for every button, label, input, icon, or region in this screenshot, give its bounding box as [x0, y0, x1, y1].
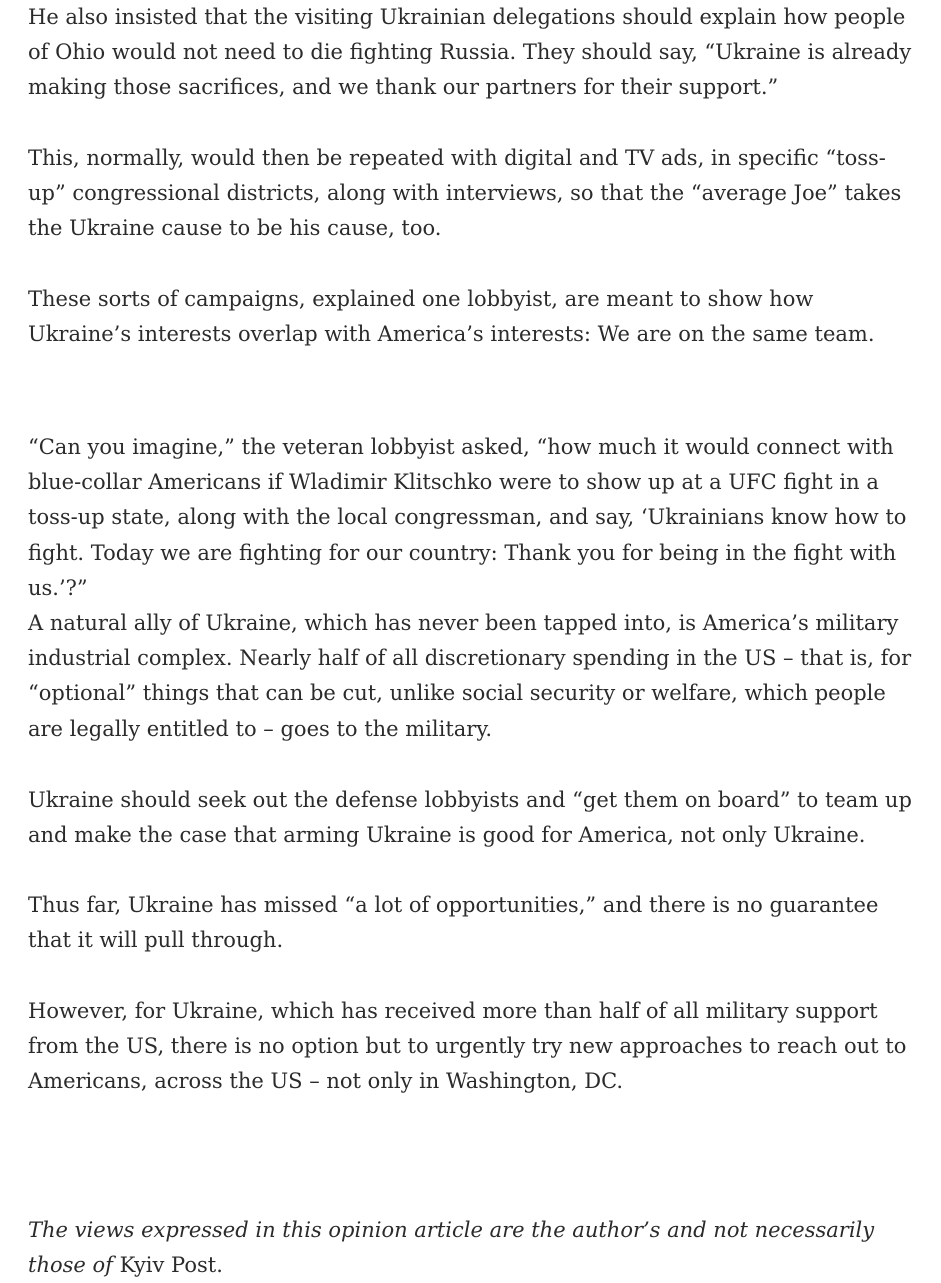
- article-paragraph: These sorts of campaigns, explained one lobbyist, are meant to show how Ukraine’s interests overlap with America’s interests: We are on the same team.: [28, 287, 875, 347]
- article-paragraph: Ukraine should seek out the defense lobbyists and “get them on board” to team up and make the case that arming Ukraine is good for America, not only Ukraine.: [28, 788, 912, 848]
- article-paragraph: However, for Ukraine, which has received more than half of all military support from the US, there is no option but to urgently try new approaches to reach out to Americans, across the US – not only in Washington, DC.: [28, 999, 907, 1094]
- article-paragraph: He also insisted that the visiting Ukrainian delegations should explain how people of Ohio would not need to die fighting Russia. They should say, “Ukraine is already making those sacrifices, and we thank our partners for their support.”: [28, 5, 912, 100]
- article-paragraph: This, normally, would then be repeated with digital and TV ads, in specific “toss-up” congressional districts, along with interviews, so that the “average Joe” takes the Ukraine cause to be his cause, too.: [28, 146, 902, 241]
- disclaimer-publication-name: Kyiv Post.: [119, 1253, 223, 1278]
- article-paragraph: “Can you imagine,” the veteran lobbyist asked, “how much it would connect with blue-collar Americans if Wladimir Klitschko were to show up at a UFC fight in a toss-up state, along with the local congressman, and say, ‘Ukrainians know how to fight. Today we are fighting for our country: Thank you for being in the fight with us.’?”: [28, 435, 907, 600]
- opinion-disclaimer: [28, 1213, 918, 1283]
- disclaimer-italic-text: The views expressed in this opinion article are the author’s and not necessarily those of: [28, 1218, 875, 1278]
- article-paragraph: Thus far, Ukraine has missed “a lot of opportunities,” and there is no guarantee that it will pull through.: [28, 893, 879, 953]
- article-paragraph: A natural ally of Ukraine, which has never been tapped into, is America’s military industrial complex. Nearly half of all discretionary spending in the US – that is, for “optional” things that can be cut, unlike social security or welfare, which people are legally entitled to – goes to the military.: [28, 611, 912, 741]
